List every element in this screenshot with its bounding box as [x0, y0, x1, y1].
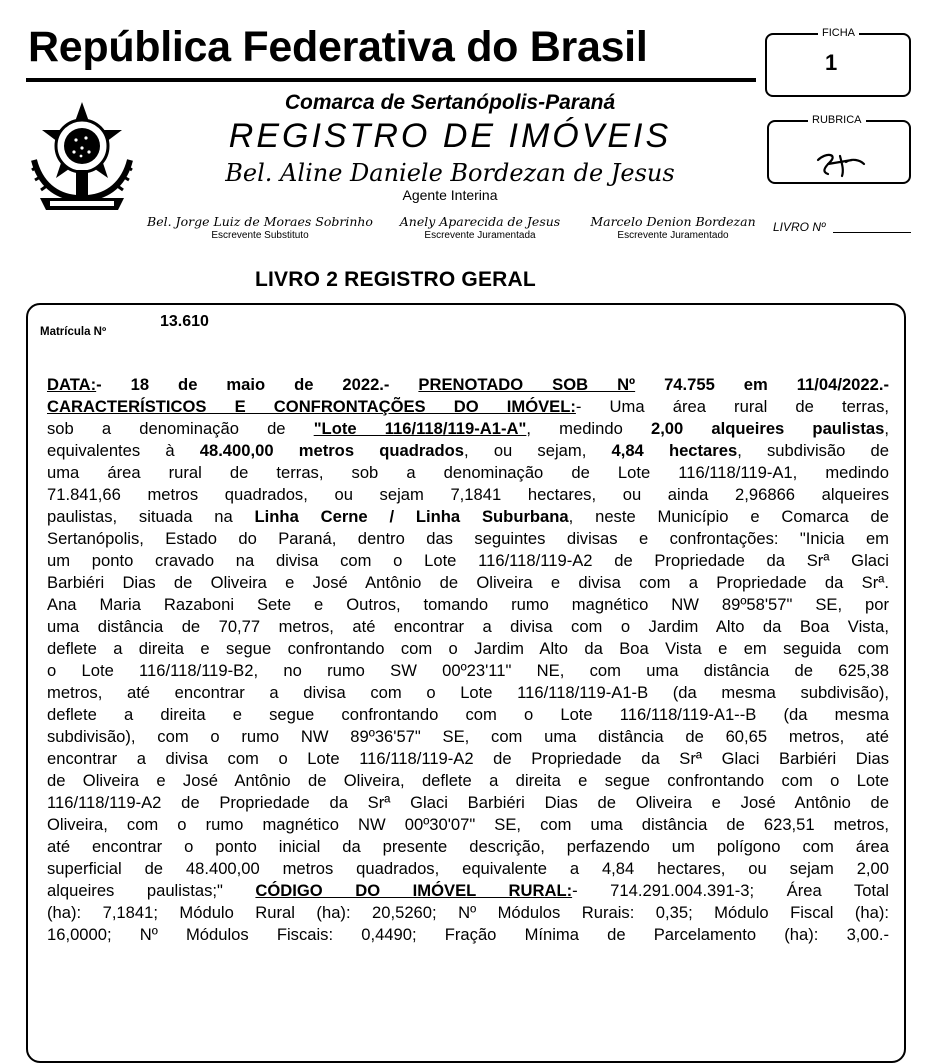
- text-line: [47, 462, 889, 484]
- text-line: [47, 770, 889, 792]
- text-line: [47, 792, 889, 814]
- coat-of-arms-icon: [26, 100, 138, 218]
- text-segment: subdivisão), com o rumo NW 89º36'57" SE, com uma distância de 60,65 metros, até: [47, 727, 889, 746]
- clerk-role: Escrevente Substituto: [211, 230, 309, 241]
- rubrica-signature: [812, 150, 872, 178]
- text-segment: 4,84 hectares: [611, 441, 738, 460]
- text-segment: - 18 de maio de 2022.-: [96, 375, 419, 394]
- text-segment: deflete a direita e segue confrontando com o Jardim Alto da Boa Vista e em seguida com: [47, 639, 889, 658]
- text-segment: , ou sejam,: [464, 441, 612, 460]
- officer-role: Agente Interina: [402, 187, 498, 203]
- text-segment: uma área rural de terras, sob a denominação de Lote 116/118/119-A1, medindo: [47, 463, 889, 482]
- matricula-label: Matrícula Nº: [40, 326, 107, 338]
- text-line: [47, 924, 889, 946]
- text-segment: CARACTERÍSTICOS E CONFRONTAÇÕES DO IMÓVEL:: [47, 397, 576, 416]
- text-line: [47, 528, 889, 550]
- page-title: República Federativa do Brasil: [28, 23, 648, 71]
- text-segment: 116/118/119-A2 de Propriedade da Srª Glaci Barbiéri Dias de Oliveira e José Antônio de: [47, 793, 889, 812]
- text-segment: de Oliveira e José Antônio de Oliveira, deflete a direita e segue confrontando com o Lote: [47, 771, 889, 790]
- matricula-number: 13.610: [160, 313, 209, 330]
- text-segment: ,: [884, 419, 889, 438]
- text-line: [47, 902, 889, 924]
- clerk-name: Bel. Jorge Luiz de Moraes Sobrinho: [147, 214, 373, 229]
- text-segment: 71.841,66 metros quadrados, ou sejam 7,1841 hectares, ou ainda 2,96866 alqueires: [47, 485, 889, 504]
- text-segment: "Lote 116/118/119-A1-A": [313, 419, 527, 438]
- text-line: [47, 682, 889, 704]
- text-line: [47, 638, 889, 660]
- text-line: [47, 660, 889, 682]
- text-line: [47, 418, 889, 440]
- clerk-role: Escrevente Juramentado: [617, 230, 729, 241]
- text-segment: até encontrar o ponto inicial da presente descrição, perfazendo um polígono com área: [47, 837, 889, 856]
- text-line: [47, 704, 889, 726]
- text-segment: 74.755 em 11/04/2022.-: [635, 375, 890, 394]
- text-line: [47, 550, 889, 572]
- office-heading: REGISTRO DE IMÓVEIS: [228, 117, 672, 155]
- text-segment: metros, até encontrar a divisa com o Lote 116/118/119-A1-B (da mesma subdivisão),: [47, 683, 889, 702]
- text-segment: Ana Maria Razaboni Sete e Outros, tomando rumo magnético NW 89º58'57" SE, por: [47, 595, 889, 614]
- clerk-name: Marcelo Denion Bordezan: [590, 214, 756, 229]
- ficha-label: FICHA: [818, 27, 859, 39]
- text-segment: sob a denominação de: [47, 419, 314, 438]
- text-segment: , neste Município e Comarca de: [568, 507, 889, 526]
- record-body: [47, 374, 889, 946]
- text-line: [47, 594, 889, 616]
- rubrica-label: RUBRICA: [808, 114, 866, 126]
- livro-number-line: [833, 232, 911, 233]
- text-line: [47, 836, 889, 858]
- comarca-heading: Comarca de Sertanópolis-Paraná: [284, 91, 616, 114]
- officer-name: Bel. Aline Daniele Bordezan de Jesus: [225, 159, 675, 187]
- text-segment: - Uma área rural de terras,: [575, 397, 889, 416]
- text-line: [47, 880, 889, 902]
- text-segment: superficial de 48.400,00 metros quadrados, equivalente a 4,84 hectares, ou sejam 2,00: [47, 859, 889, 878]
- text-segment: , subdivisão de: [737, 441, 890, 460]
- clerk-name: Anely Aparecida de Jesus: [399, 214, 561, 229]
- text-line: [47, 506, 889, 528]
- text-line: [47, 748, 889, 770]
- text-line: [47, 616, 889, 638]
- livro-number-label: LIVRO Nº: [773, 220, 826, 234]
- ficha-number: 1: [825, 50, 838, 75]
- text-segment: 48.400,00 metros quadrados: [199, 441, 465, 460]
- book-title: LIVRO 2 REGISTRO GERAL: [255, 268, 536, 291]
- text-segment: , medindo: [526, 419, 651, 438]
- text-line: [47, 440, 889, 462]
- text-segment: o Lote 116/118/119-B2, no rumo SW 00º23'11" NE, com uma distância de 625,38: [47, 661, 889, 680]
- text-line: [47, 726, 889, 748]
- text-segment: deflete a direita e segue confrontando com o Lote 116/118/119-A1--B (da mesma: [47, 705, 889, 724]
- ficha-box: [765, 33, 911, 97]
- text-line: [47, 572, 889, 594]
- text-line: [47, 814, 889, 836]
- text-segment: - 714.291.004.391-3; Área Total: [572, 881, 889, 900]
- clerk-1: [140, 214, 380, 242]
- clerk-3: [578, 214, 768, 242]
- text-segment: alqueires paulistas;": [47, 881, 256, 900]
- text-segment: equivalentes à: [47, 441, 200, 460]
- text-segment: encontrar a divisa com o Lote 116/118/119-A2 de Propriedade da Srª Glaci Barbiéri Dias: [47, 749, 889, 768]
- text-segment: CÓDIGO DO IMÓVEL RURAL:: [255, 881, 573, 900]
- title-underline: [26, 78, 756, 82]
- text-segment: Linha Cerne / Linha Suburbana: [254, 507, 569, 526]
- text-segment: 16,0000; Nº Módulos Fiscais: 0,4490; Fração Mínima de Parcelamento (ha): 3,00.-: [47, 925, 889, 944]
- text-segment: DATA:: [47, 375, 97, 394]
- text-segment: (ha): 7,1841; Módulo Rural (ha): 20,5260; Nº Módulos Rurais: 0,35; Módulo Fiscal (ha):: [47, 903, 889, 922]
- text-segment: PRENOTADO SOB Nº: [418, 375, 636, 394]
- text-line: [47, 858, 889, 880]
- text-segment: 2,00 alqueires paulistas: [650, 419, 885, 438]
- text-segment: Sertanópolis, Estado do Paraná, dentro das seguintes divisas e confrontações: "Inicia em: [47, 529, 889, 548]
- clerk-2: [385, 214, 575, 242]
- text-line: [47, 484, 889, 506]
- text-segment: paulistas, situada na: [47, 507, 255, 526]
- text-segment: um ponto cravado na divisa com o Lote 116/118/119-A2 de Propriedade da Srª Glaci: [47, 551, 889, 570]
- text-segment: Oliveira, com o rumo magnético NW 00º30'07" SE, com uma distância de 623,51 metros,: [47, 815, 889, 834]
- text-line: [47, 374, 889, 396]
- clerk-role: Escrevente Juramentada: [424, 230, 536, 241]
- text-line: [47, 396, 889, 418]
- text-segment: Barbiéri Dias de Oliveira e José Antônio de Oliveira e divisa com a Propriedade da Srª.: [47, 573, 889, 592]
- text-segment: uma distância de 70,77 metros, até encontrar a divisa com o Jardim Alto da Boa Vista,: [47, 617, 889, 636]
